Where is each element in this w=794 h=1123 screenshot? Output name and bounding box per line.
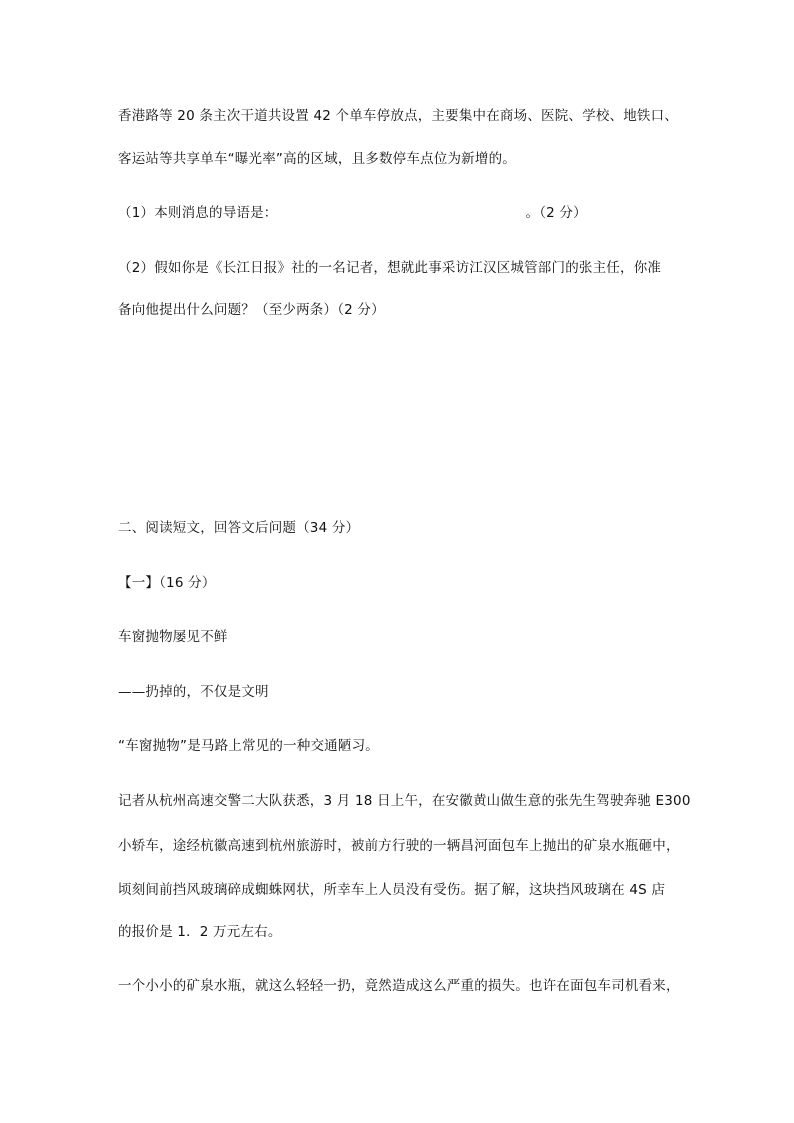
question-1 — [118, 205, 587, 221]
section-heading: 二、阅读短文，回答文后问题（34 分） — [118, 520, 360, 536]
question-1-prompt: （1）本则消息的导语是： — [118, 205, 278, 221]
paragraph-line: 顷刻间前挡风玻璃碎成蜘蛛网状，所幸车上人员没有受伤。据了解，这块挡风玻璃在 4S 店 — [118, 882, 666, 898]
paragraph-line: 客运站等共享单车“曝光率”高的区域，且多数停车点位为新增的。 — [118, 151, 516, 167]
question-1-score: 。（2 分） — [525, 205, 587, 221]
paragraph-line: 一个小小的矿泉水瓶，就这么轻轻一扔，竟然造成这么严重的损失。也许在面包车司机看来， — [118, 978, 680, 994]
paragraph-line: 记者从杭州高速交警二大队获悉，3 月 18 日上午，在安徽黄山做生意的张先生驾驶奔驰 E300 — [118, 793, 691, 809]
article-subtitle: ——扔掉的，不仅是文明 — [118, 684, 269, 700]
paragraph-line: “车窗抛物”是马路上常见的一种交通陋习。 — [118, 738, 379, 754]
part-heading: 【一】（16 分） — [118, 575, 216, 591]
paragraph-line: 的报价是 1．2 万元左右。 — [118, 924, 282, 940]
paragraph-line: 香港路等 20 条主次干道共设置 42 个单车停放点，主要集中在商场、医院、学校、地铁口、 — [118, 108, 679, 124]
question-2-line: （2）假如你是《长江日报》社的一名记者，想就此事采访江汉区城管部门的张主任，你准 — [118, 260, 662, 276]
question-2-line: 备向他提出什么问题？（至少两条）（2 分） — [118, 302, 385, 318]
article-title: 车窗抛物屡见不鲜 — [118, 629, 228, 645]
paragraph-line: 小轿车，途经杭徽高速到杭州旅游时，被前方行驶的一辆昌河面包车上抛出的矿泉水瓶砸中， — [118, 838, 680, 854]
